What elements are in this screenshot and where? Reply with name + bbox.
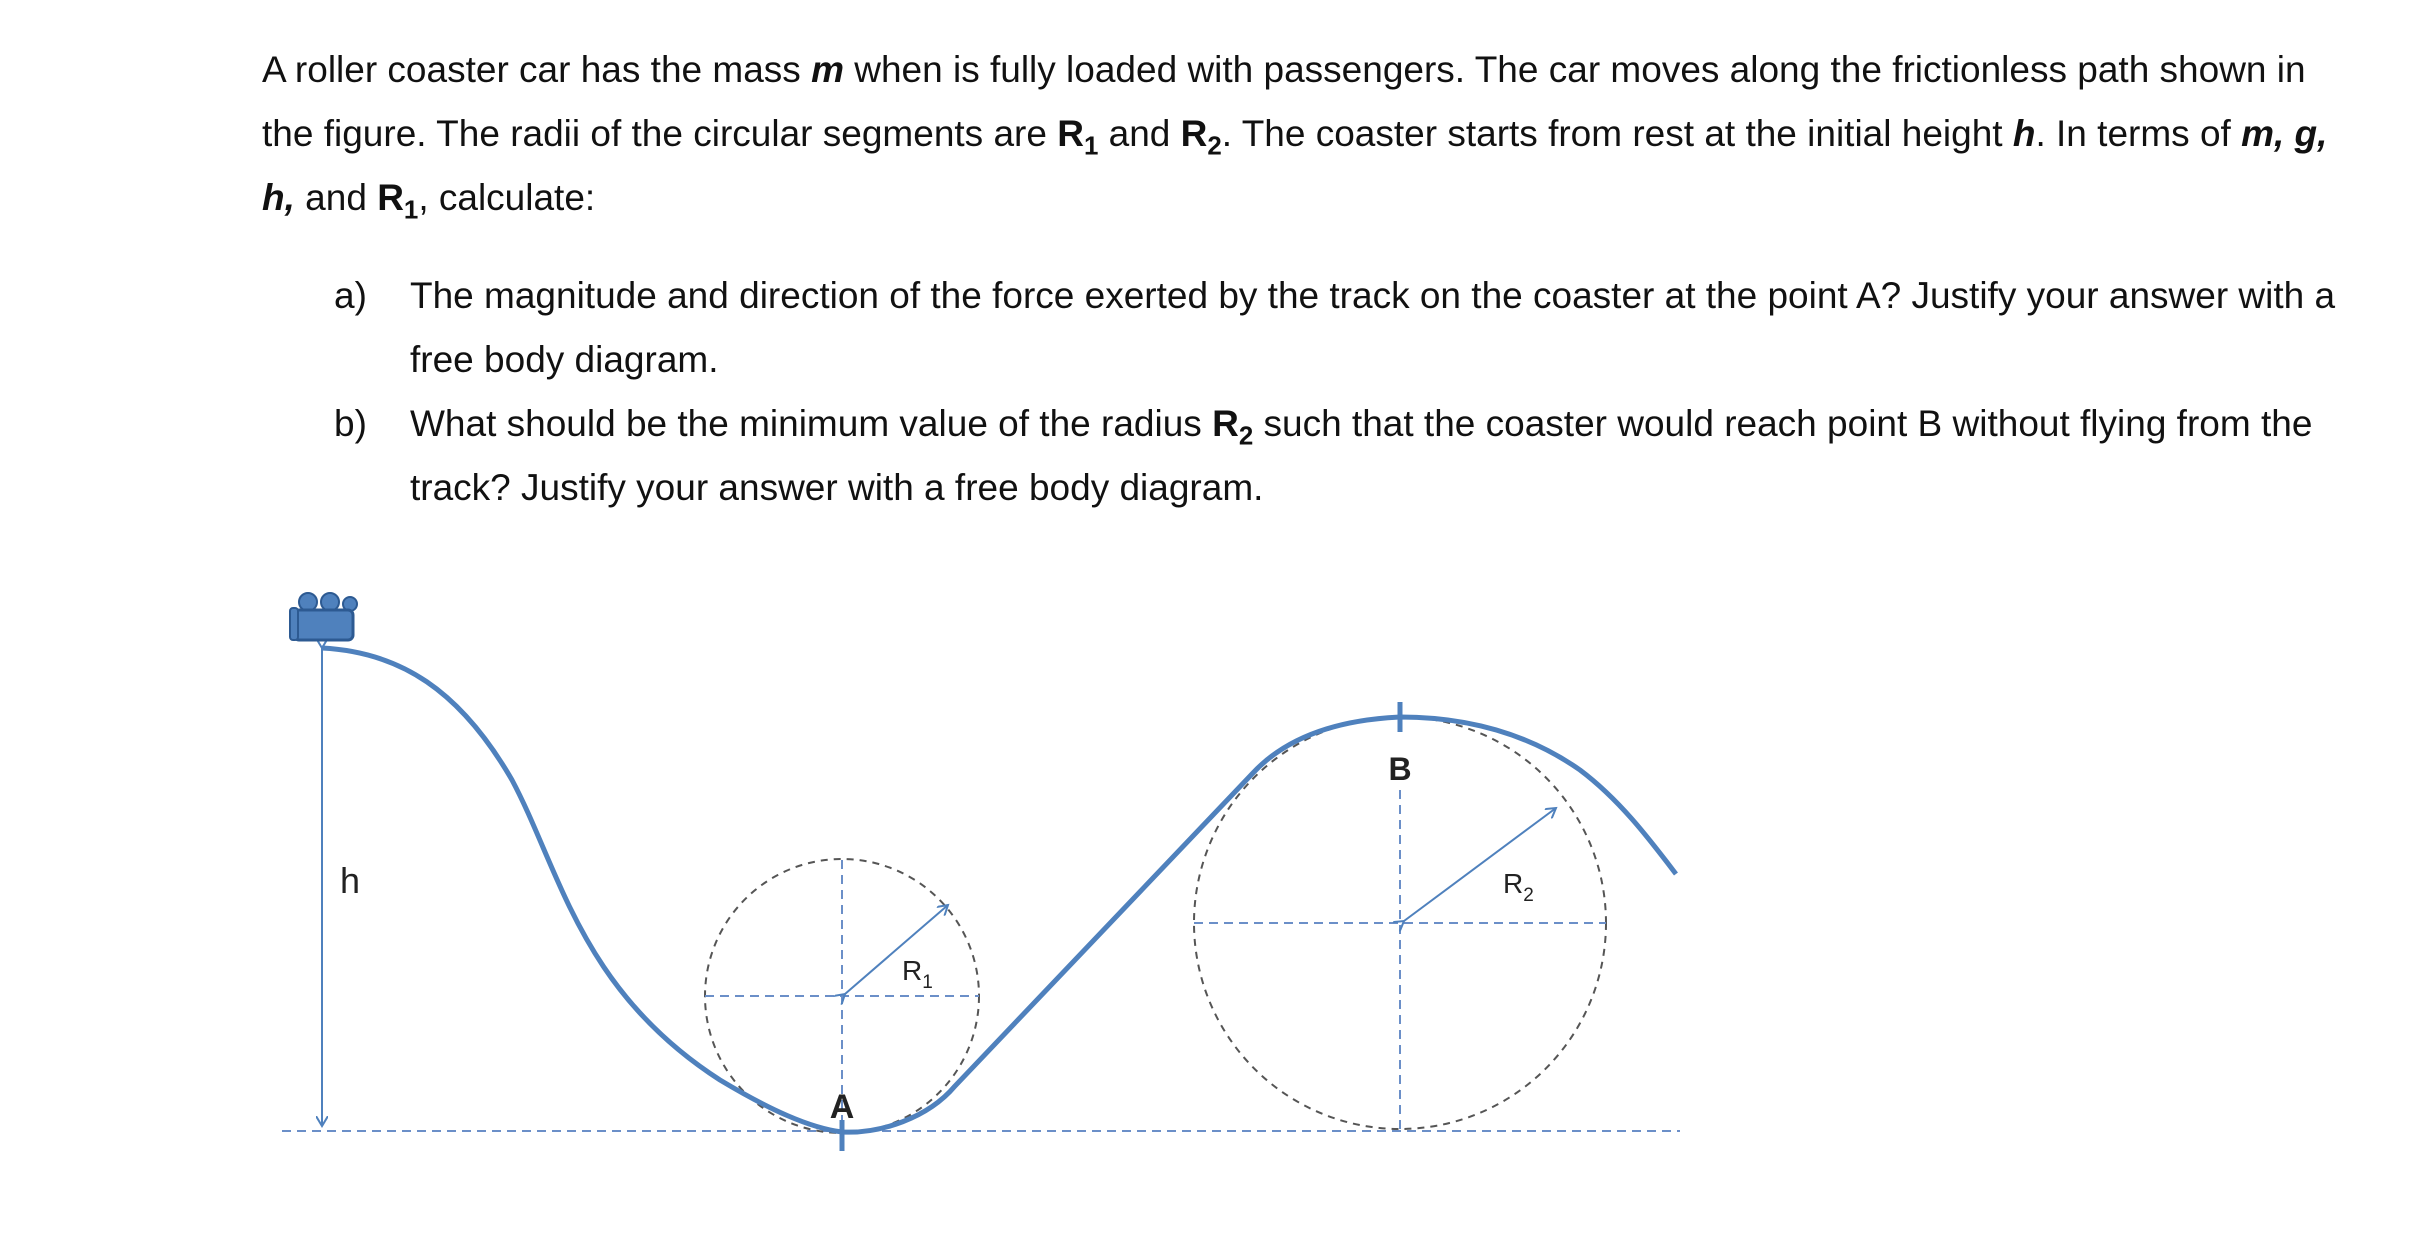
coaster-car-icon — [290, 593, 357, 640]
intro-text: A roller coaster car has the mass — [262, 49, 812, 90]
question-b-text: What should be the minimum value of the radius — [410, 403, 1213, 444]
height-symbol: h — [2012, 113, 2036, 154]
r1-symbol: $R_1$ — [377, 177, 419, 225]
height-label: h — [340, 860, 361, 901]
point-b-label: B — [1388, 751, 1412, 787]
coaster-track — [322, 648, 1676, 1132]
question-a-text: The magnitude and direction of the force exerted by the track on the coaster at the point A? Justify your answer with a free body diagram. — [410, 275, 2336, 380]
intro-text: . The coaster starts from rest at the initial height — [1221, 113, 2013, 154]
r1-symbol: $R_1$ — [1057, 113, 1099, 161]
r2-symbol: $R_2$ — [1212, 403, 1254, 451]
radius-r1-label: $R_1$ — [902, 955, 933, 993]
question-b-label: b) — [334, 403, 367, 444]
question-b-text: such that the coaster would reach point B without flying from the track? Justify your answer with a free body diagram. — [410, 403, 2313, 508]
intro-text: when is fully loaded with passengers. The car moves along the frictionless path shown in the figure. The radii of the circular segments are — [262, 49, 2306, 154]
radius-r2-label: $R_2$ — [1503, 868, 1534, 906]
mass-symbol: m — [811, 49, 844, 90]
intro-text: . In terms of — [2035, 113, 2242, 154]
r2-symbol: $R_2$ — [1180, 113, 1222, 161]
variables-symbols: m, g, h, — [262, 113, 2328, 218]
point-a-label: A — [829, 1088, 855, 1126]
intro-text: and — [294, 177, 378, 218]
intro-text: and — [1098, 113, 1181, 154]
intro-text: , calculate: — [418, 177, 596, 218]
question-a-label: a) — [334, 275, 367, 316]
